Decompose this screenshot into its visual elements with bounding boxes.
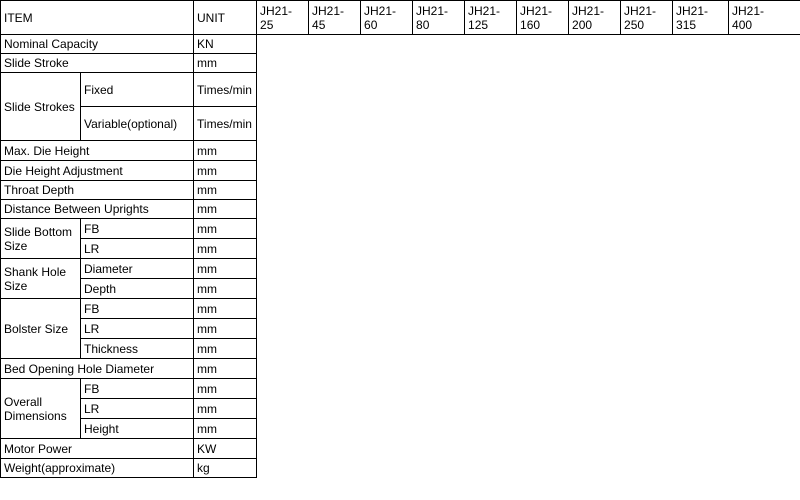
header-item: ITEM (1, 1, 194, 35)
table-row (1, 161, 800, 181)
header-model: JH21- 80 (413, 1, 465, 35)
sub-label: LR (81, 319, 194, 339)
row-unit: mm (194, 339, 257, 359)
row-unit: KW (194, 439, 257, 459)
header-unit: UNIT (194, 1, 257, 35)
table-row (1, 107, 800, 141)
sub-label: FB (81, 219, 194, 239)
header-row (1, 1, 800, 35)
sub-label: LR (81, 399, 194, 419)
row-unit: mm (194, 399, 257, 419)
sub-label: Height (81, 419, 194, 439)
table-row (1, 239, 800, 259)
header-model: JH21- 250 (621, 1, 673, 35)
group-label: Bolster Size (1, 299, 81, 359)
table-row (1, 439, 800, 459)
table-row (1, 73, 800, 107)
row-label: Throat Depth (1, 181, 194, 200)
table-row (1, 399, 800, 419)
group-label: Shank Hole Size (1, 259, 81, 299)
table-row (1, 379, 800, 399)
sub-label: Variable(optional) (81, 107, 194, 141)
group-label: Slide Strokes (1, 73, 81, 141)
row-unit: mm (194, 299, 257, 319)
row-unit: kg (194, 459, 257, 478)
row-unit: mm (194, 359, 257, 379)
sub-label: Depth (81, 279, 194, 299)
table-row (1, 200, 800, 219)
row-unit: mm (194, 259, 257, 279)
row-unit: Times/min (194, 73, 257, 107)
row-unit: mm (194, 319, 257, 339)
row-label: Motor Power (1, 439, 194, 459)
header-model: JH21- 200 (569, 1, 621, 35)
row-unit: mm (194, 279, 257, 299)
table-row (1, 419, 800, 439)
row-unit: mm (194, 200, 257, 219)
sub-label: Thickness (81, 339, 194, 359)
row-label: Die Height Adjustment (1, 161, 194, 181)
group-label: Overall Dimensions (1, 379, 81, 439)
row-label: Bed Opening Hole Diameter (1, 359, 194, 379)
sub-label: FB (81, 379, 194, 399)
row-unit: mm (194, 54, 257, 73)
table-row (1, 141, 800, 161)
table-row (1, 54, 800, 73)
row-unit: mm (194, 181, 257, 200)
row-unit: mm (194, 161, 257, 181)
sub-label: Diameter (81, 259, 194, 279)
row-label: Slide Stroke (1, 54, 194, 73)
group-label: Slide Bottom Size (1, 219, 81, 259)
table-row (1, 299, 800, 319)
row-label: Nominal Capacity (1, 35, 194, 54)
sub-label: LR (81, 239, 194, 259)
row-label: Distance Between Uprights (1, 200, 194, 219)
header-model: JH21- 125 (465, 1, 517, 35)
table-row (1, 259, 800, 279)
row-unit: mm (194, 379, 257, 399)
row-unit: mm (194, 239, 257, 259)
row-unit: Times/min (194, 107, 257, 141)
row-unit: KN (194, 35, 257, 54)
table-row (1, 279, 800, 299)
table-row (1, 35, 800, 54)
sub-label: FB (81, 299, 194, 319)
row-label: Max. Die Height (1, 141, 194, 161)
header-model: JH21- 315 (673, 1, 729, 35)
row-unit: mm (194, 219, 257, 239)
table-row (1, 459, 800, 478)
header-model: JH21- 45 (309, 1, 361, 35)
row-label: Weight(approximate) (1, 459, 194, 478)
header-model: JH21- 60 (361, 1, 413, 35)
header-model: JH21-25 (257, 1, 309, 35)
table-row (1, 339, 800, 359)
sub-label: Fixed (81, 73, 194, 107)
table-row (1, 219, 800, 239)
table-row (1, 181, 800, 200)
row-unit: mm (194, 419, 257, 439)
table-row (1, 359, 800, 379)
row-unit: mm (194, 141, 257, 161)
table-row (1, 319, 800, 339)
header-model: JH21- 400 (729, 1, 800, 35)
header-model: JH21- 160 (517, 1, 569, 35)
